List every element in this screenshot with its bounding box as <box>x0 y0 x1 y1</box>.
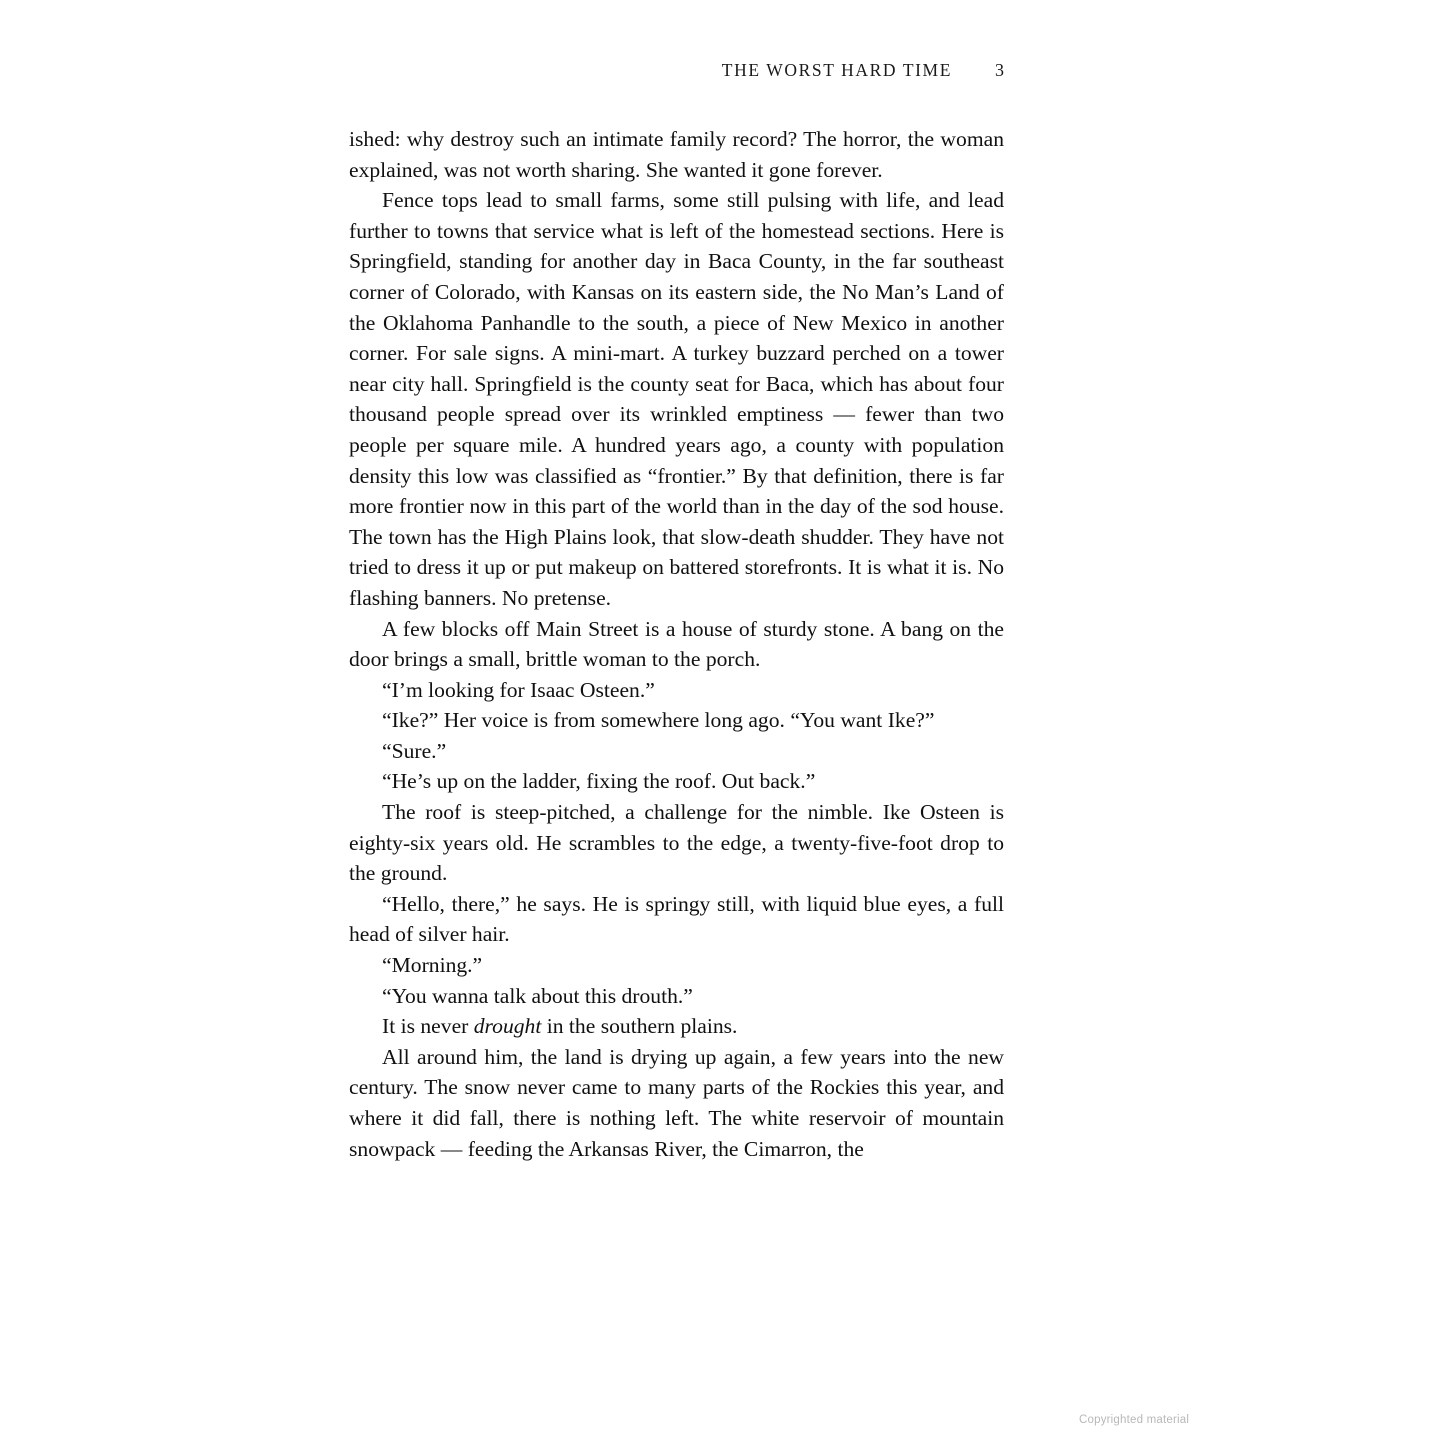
body-paragraph: ished: why destroy such an intimate family record? The horror, the woman explained, was not worth sharing. She wanted it gone forever. <box>349 127 1004 182</box>
body-paragraph: All around him, the land is drying up again, a few years into the new century. The snow never came to many parts of the Rockies this year, and where it did fall, there is nothing left. The white reservoir of mountain snowpack — feeding the Arkansas River, the Cimarron, the <box>349 1044 1004 1161</box>
body-paragraph: A few blocks off Main Street is a house of sturdy stone. A bang on the door brings a small, brittle woman to the porch. <box>349 616 1004 672</box>
body-paragraph: “Hello, there,” he says. He is springy still, with liquid blue eyes, a full head of silver hair. <box>349 891 1004 947</box>
page-number: 3 <box>995 60 1004 80</box>
body-paragraph: The roof is steep-pitched, a challenge for the nimble. Ike Osteen is eighty-six years old. He scrambles to the edge, a twenty-five-foot drop to the ground. <box>349 800 1004 886</box>
body-paragraph: “Morning.” <box>382 953 483 978</box>
body-paragraph: “Sure.” <box>382 738 447 763</box>
body-paragraph: It is never drought in the southern plains. <box>382 1014 738 1039</box>
page-text-column <box>349 60 1004 1164</box>
body-paragraph: “I’m looking for Isaac Osteen.” <box>382 677 655 702</box>
body-paragraph: “Ike?” Her voice is from somewhere long ago. “You want Ike?” <box>382 708 935 733</box>
body-paragraph: “You wanna talk about this drouth.” <box>382 983 693 1008</box>
body-paragraph: Fence tops lead to small farms, some still pulsing with life, and lead further to towns that service what is left of the homestead sections. Here is Springfield, standing for another day in Baca County, in the far southeast corner of Colorado, with Kansas on its eastern side, the No Man’s Land of the Oklahoma Panhandle to the south, a piece of New Mexico in another corner. For sale signs. A mini-mart. A turkey buzzard perched on a tower near city hall. Springfield is the county seat for Baca, which has about four thousand people spread over its wrinkled emptiness — fewer than two people per square mile. A hundred years ago, a county with population density this low was classified as “frontier.” By that definition, there is far more frontier now in this part of the world than in the day of the sod house. The town has the High Plains look, that slow-death shudder. They have not tried to dress it up or put makeup on battered storefronts. It is what it is. No flashing banners. No pretense. <box>349 188 1004 610</box>
copyright-watermark: Copyrighted material <box>1079 1414 1190 1426</box>
body-text <box>349 124 1004 1164</box>
body-paragraph: “He’s up on the ladder, fixing the roof. Out back.” <box>382 769 816 794</box>
running-head <box>349 60 1004 100</box>
running-head-title: THE WORST HARD TIME <box>721 60 952 80</box>
